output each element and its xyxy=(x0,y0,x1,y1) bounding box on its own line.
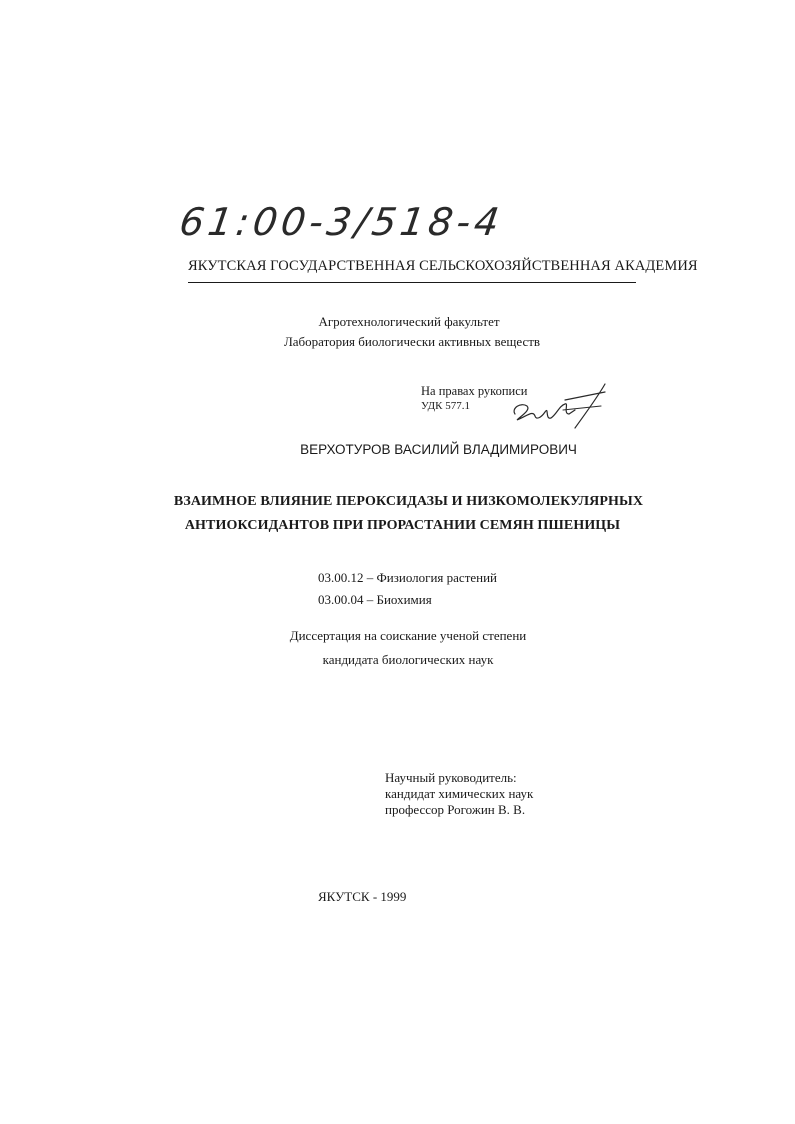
institution-name: ЯКУТСКАЯ ГОСУДАРСТВЕННАЯ СЕЛЬСКОХОЗЯЙСТВЕННАЯ АКАДЕМИЯ xyxy=(188,258,698,274)
degree-line-1: Диссертация на соискание ученой степени xyxy=(289,628,527,643)
city-year: ЯКУТСК - 1999 xyxy=(318,889,407,904)
udc-code: УДК 577.1 xyxy=(421,400,471,412)
laboratory-name: Лаборатория биологически активных веществ xyxy=(283,334,541,349)
degree-line-2: кандидата биологических наук xyxy=(322,652,494,667)
specialty-item: 03.00.12 – Физиология растений xyxy=(318,570,498,585)
author-name: ВЕРХОТУРОВ ВАСИЛИЙ ВЛАДИМИРОВИЧ xyxy=(300,442,577,457)
header-divider xyxy=(188,282,636,283)
faculty-name: Агротехнологический факультет xyxy=(318,314,500,329)
supervisor-degree: кандидат химических наук xyxy=(385,786,534,801)
author-signature xyxy=(505,380,615,430)
supervisor-name: профессор Рогожин В. В. xyxy=(385,802,526,817)
dissertation-title-line-1: ВЗАИМНОЕ ВЛИЯНИЕ ПЕРОКСИДАЗЫ И НИЗКОМОЛЕКУЛЯРНЫХ xyxy=(173,494,644,509)
dissertation-title-line-2: АНТИОКСИДАНТОВ ПРИ ПРОРАСТАНИИ СЕМЯН ПШЕНИЦЫ xyxy=(184,518,621,533)
specialty-item: 03.00.04 – Биохимия xyxy=(318,592,432,607)
archive-code-handwritten: 61:00-3/518-4 xyxy=(176,200,506,244)
manuscript-rights: На правах рукописи xyxy=(421,384,528,398)
supervisor-heading: Научный руководитель: xyxy=(385,770,517,785)
